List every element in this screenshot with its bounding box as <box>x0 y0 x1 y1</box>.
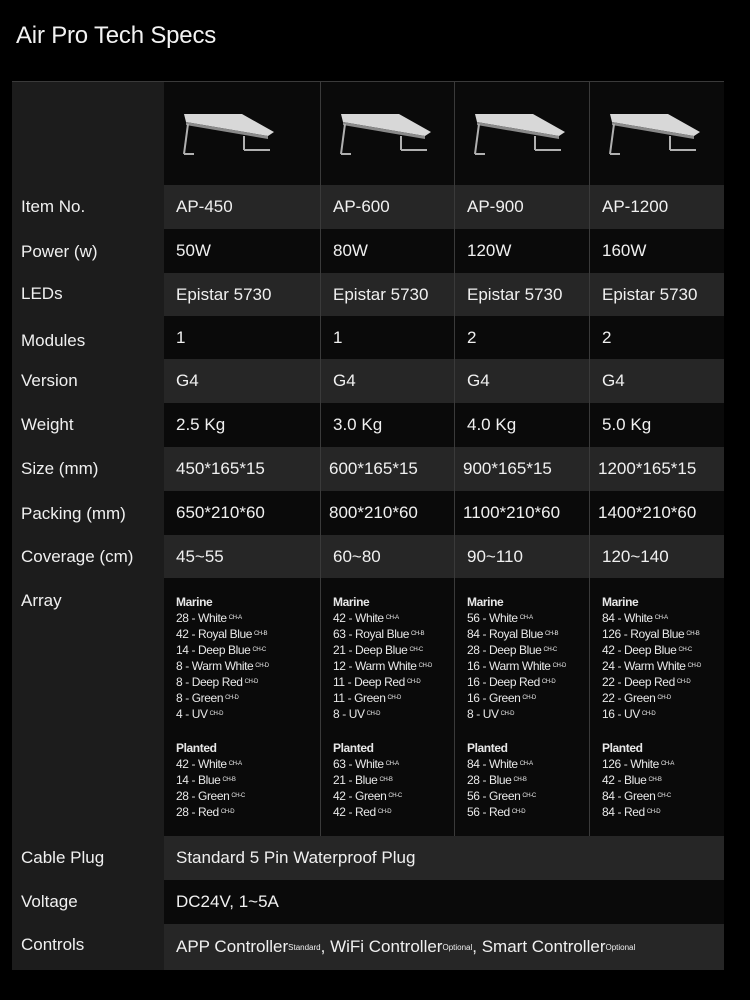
channel-tag: CH-B <box>686 631 700 637</box>
array-block <box>602 594 701 820</box>
size-value: 600*165*15 <box>329 459 418 478</box>
marine-led-line <box>602 690 701 706</box>
coverage-value: 120~140 <box>602 546 669 566</box>
led-count: 8 - UV <box>333 707 365 721</box>
led-count: 42 - Deep Blue <box>602 643 677 657</box>
channel-tag: CH-C <box>388 793 402 799</box>
planted-led-line <box>333 756 432 772</box>
marine-led-line <box>602 642 701 658</box>
led-count: 8 - Deep Red <box>176 675 243 689</box>
channel-tag: CH-B <box>222 777 236 783</box>
led-count: 28 - Red <box>176 805 219 819</box>
led-count: 16 - Deep Red <box>467 675 540 689</box>
model-number: AP-900 <box>467 197 524 216</box>
marine-led-line <box>333 690 432 706</box>
led-count: 14 - Blue <box>176 773 221 787</box>
led-count: 11 - Green <box>333 691 386 705</box>
page-title: Air Pro Tech Specs <box>16 22 217 49</box>
marine-led-line <box>467 642 566 658</box>
planted-led-line <box>602 756 701 772</box>
planted-led-line <box>176 756 269 772</box>
array-block <box>333 594 432 820</box>
planted-heading: Planted <box>602 741 643 755</box>
led-count: 84 - White <box>602 611 653 625</box>
planted-heading: Planted <box>176 741 217 755</box>
channel-tag: CH-D <box>406 679 421 685</box>
led-count: 42 - White <box>176 757 227 771</box>
leds-value: Epistar 5730 <box>467 284 563 304</box>
channel-tag: CH-D <box>676 679 691 685</box>
led-count: 63 - White <box>333 757 384 771</box>
channel-tag: CH-A <box>228 615 242 621</box>
marine-led-line <box>333 658 432 674</box>
led-count: 28 - Deep Blue <box>467 643 542 657</box>
led-count: 8 - UV <box>467 707 499 721</box>
led-count: 4 - UV <box>176 707 208 721</box>
channel-tag: CH-C <box>409 647 423 653</box>
marine-led-line <box>176 642 269 658</box>
label-size: Size (mm) <box>21 459 99 478</box>
lamp-image-4 <box>604 110 704 160</box>
size-value: 900*165*15 <box>463 459 552 478</box>
led-count: 56 - Green <box>467 789 521 803</box>
led-count: 14 - Deep Blue <box>176 643 251 657</box>
led-count: 11 - Deep Red <box>333 675 405 689</box>
packing-value: 1100*210*60 <box>463 503 561 522</box>
cable-plug-value: Standard 5 Pin Waterproof Plug <box>176 848 416 867</box>
marine-heading: Marine <box>602 595 639 609</box>
weight-value: 4.0 Kg <box>467 415 517 434</box>
marine-led-line <box>602 674 701 690</box>
led-count: 8 - Green <box>176 691 224 705</box>
weight-value: 3.0 Kg <box>333 415 383 434</box>
size-value: 450*165*15 <box>176 459 265 478</box>
leds-value: Epistar 5730 <box>602 284 698 304</box>
controller-tag: Optional <box>442 942 473 952</box>
channel-tag: CH-B <box>254 631 268 637</box>
led-count: 126 - White <box>602 757 659 771</box>
led-count: 56 - White <box>467 611 518 625</box>
led-count: 42 - Red <box>333 805 376 819</box>
array-block <box>176 594 269 820</box>
planted-led-line <box>333 772 432 788</box>
led-count: 21 - Deep Blue <box>333 643 408 657</box>
channel-tag: CH-A <box>654 615 668 621</box>
led-count: 16 - Green <box>467 691 521 705</box>
packing-value: 800*210*60 <box>329 503 418 522</box>
marine-led-line <box>467 610 566 626</box>
channel-tag: CH-C <box>231 793 245 799</box>
marine-led-line <box>602 610 701 626</box>
marine-led-line <box>602 658 701 674</box>
planted-led-line <box>602 804 701 820</box>
channel-tag: CH-A <box>385 615 399 621</box>
marine-led-line <box>467 706 566 722</box>
led-count: 16 - Warm White <box>467 659 551 673</box>
planted-led-line <box>333 788 432 804</box>
led-count: 42 - Royal Blue <box>176 627 253 641</box>
channel-tag: CH-D <box>687 663 701 669</box>
channel-tag: CH-D <box>244 679 258 685</box>
power-value: 160W <box>602 241 647 260</box>
model-number: AP-1200 <box>602 197 669 216</box>
version-value: G4 <box>333 371 356 390</box>
marine-led-line <box>176 674 269 690</box>
led-count: 21 - Blue <box>333 773 378 787</box>
coverage-value: 45~55 <box>176 546 224 566</box>
array-block <box>467 594 566 820</box>
channel-tag: CH-B <box>545 631 559 637</box>
channel-tag: CH-D <box>377 809 392 815</box>
channel-tag: CH-C <box>678 647 692 653</box>
power-value: 80W <box>333 241 368 260</box>
weight-value: 5.0 Kg <box>602 415 652 434</box>
led-count: 84 - Green <box>602 789 656 803</box>
channel-tag: CH-C <box>252 647 266 653</box>
channel-tag: CH-D <box>541 679 556 685</box>
voltage-value: DC24V, 1~5A <box>176 892 279 911</box>
led-count: 8 - Warm White <box>176 659 254 673</box>
led-count: 63 - Royal Blue <box>333 627 410 641</box>
modules-value: 1 <box>333 327 343 347</box>
planted-heading: Planted <box>467 741 508 755</box>
led-count: 22 - Green <box>602 691 656 705</box>
label-cable-plug: Cable Plug <box>21 848 105 867</box>
channel-tag: CH-D <box>511 809 526 815</box>
led-count: 22 - Deep Red <box>602 675 675 689</box>
marine-led-line <box>176 706 269 722</box>
channel-tag: CH-D <box>387 695 401 701</box>
led-count: 126 - Royal Blue <box>602 627 685 641</box>
led-count: 16 - UV <box>602 707 640 721</box>
marine-led-line <box>467 626 566 642</box>
channel-tag: CH-D <box>418 663 432 669</box>
label-packing: Packing (mm) <box>21 504 126 523</box>
marine-led-line <box>176 658 269 674</box>
marine-led-line <box>467 658 566 674</box>
label-controls: Controls <box>21 935 85 954</box>
label-weight: Weight <box>21 415 74 434</box>
led-count: 56 - Red <box>467 805 510 819</box>
channel-tag: CH-A <box>228 761 242 767</box>
lamp-image-3 <box>469 110 569 160</box>
model-number: AP-600 <box>333 197 390 216</box>
spacer <box>467 722 566 740</box>
controller-name: APP Controller <box>176 937 289 956</box>
marine-heading: Marine <box>176 595 213 609</box>
controller-separator: , <box>472 937 482 956</box>
led-count: 24 - Warm White <box>602 659 686 673</box>
power-value: 50W <box>176 241 211 260</box>
channel-tag: CH-D <box>552 663 566 669</box>
lamp-image-2 <box>335 110 435 160</box>
channel-tag: CH-D <box>641 711 656 717</box>
marine-led-line <box>176 690 269 706</box>
planted-led-line <box>333 804 432 820</box>
controller-name: WiFi Controller <box>330 937 443 956</box>
marine-led-line <box>333 626 432 642</box>
packing-value: 1400*210*60 <box>598 503 697 522</box>
lamp-image-1 <box>178 110 278 160</box>
channel-tag: CH-D <box>220 809 235 815</box>
marine-led-line <box>333 642 432 658</box>
label-array: Array <box>21 591 62 610</box>
power-value: 120W <box>467 241 512 260</box>
weight-value: 2.5 Kg <box>176 415 226 434</box>
marine-led-line <box>333 610 432 626</box>
controller-separator: , <box>320 937 331 956</box>
coverage-value: 90~110 <box>467 546 523 566</box>
led-count: 84 - Royal Blue <box>467 627 544 641</box>
marine-led-line <box>467 690 566 706</box>
marine-led-line <box>602 626 701 642</box>
modules-value: 1 <box>176 327 186 347</box>
leds-value: Epistar 5730 <box>333 284 429 304</box>
modules-value: 2 <box>602 327 612 347</box>
marine-led-line <box>176 610 269 626</box>
channel-tag: CH-D <box>500 711 515 717</box>
marine-led-line <box>333 706 432 722</box>
label-version: Version <box>21 371 78 390</box>
led-count: 28 - Green <box>176 789 230 803</box>
led-count: 28 - Blue <box>467 773 512 787</box>
modules-value: 2 <box>467 327 477 347</box>
channel-tag: CH-D <box>657 695 671 701</box>
led-count: 28 - White <box>176 611 227 625</box>
channel-tag: CH-B <box>379 777 393 783</box>
controls-value <box>164 924 724 970</box>
channel-tag: CH-B <box>513 777 527 783</box>
channel-tag: CH-D <box>366 711 381 717</box>
leds-value: Epistar 5730 <box>176 284 272 304</box>
channel-tag: CH-D <box>255 663 269 669</box>
packing-value: 650*210*60 <box>176 503 265 522</box>
channel-tag: CH-C <box>543 647 557 653</box>
channel-tag: CH-B <box>648 777 662 783</box>
channel-tag: CH-C <box>657 793 671 799</box>
model-number: AP-450 <box>176 197 233 216</box>
version-value: G4 <box>602 371 625 390</box>
planted-led-line <box>176 772 269 788</box>
label-coverage: Coverage (cm) <box>21 547 134 566</box>
spacer <box>602 722 701 740</box>
label-power: Power (w) <box>21 242 98 261</box>
channel-tag: CH-B <box>411 631 425 637</box>
planted-led-line <box>602 788 701 804</box>
controller-tag: Optional <box>605 942 636 952</box>
marine-led-line <box>467 674 566 690</box>
planted-heading: Planted <box>333 741 374 755</box>
label-leds: LEDs <box>21 284 63 303</box>
channel-tag: CH-A <box>519 615 533 621</box>
planted-led-line <box>602 772 701 788</box>
led-count: 42 - White <box>333 611 384 625</box>
led-count: 84 - White <box>467 757 518 771</box>
led-count: 42 - Blue <box>602 773 647 787</box>
planted-led-line <box>467 804 566 820</box>
channel-tag: CH-A <box>519 761 533 767</box>
label-item-no: Item No. <box>21 197 86 216</box>
version-value: G4 <box>467 371 490 390</box>
marine-led-line <box>602 706 701 722</box>
marine-led-line <box>176 626 269 642</box>
planted-led-line <box>467 772 566 788</box>
coverage-value: 60~80 <box>333 546 381 566</box>
channel-tag: CH-D <box>225 695 239 701</box>
channel-tag: CH-D <box>522 695 536 701</box>
channel-tag: CH-C <box>522 793 536 799</box>
spacer <box>333 722 432 740</box>
channel-tag: CH-A <box>660 761 675 767</box>
led-count: 84 - Red <box>602 805 645 819</box>
controller-name: Smart Controller <box>481 937 606 956</box>
planted-led-line <box>176 804 269 820</box>
marine-led-line <box>333 674 432 690</box>
channel-tag: CH-D <box>209 711 224 717</box>
planted-led-line <box>176 788 269 804</box>
planted-led-line <box>467 756 566 772</box>
label-modules: Modules <box>21 331 86 350</box>
spacer <box>176 722 269 740</box>
version-value: G4 <box>176 371 199 390</box>
label-voltage: Voltage <box>21 892 78 911</box>
planted-led-line <box>467 788 566 804</box>
marine-heading: Marine <box>333 595 370 609</box>
led-count: 12 - Warm White <box>333 659 417 673</box>
led-count: 42 - Green <box>333 789 387 803</box>
channel-tag: CH-D <box>646 809 661 815</box>
marine-heading: Marine <box>467 595 504 609</box>
channel-tag: CH-A <box>385 761 399 767</box>
controller-tag: Standard <box>288 942 321 952</box>
size-value: 1200*165*15 <box>598 459 697 478</box>
